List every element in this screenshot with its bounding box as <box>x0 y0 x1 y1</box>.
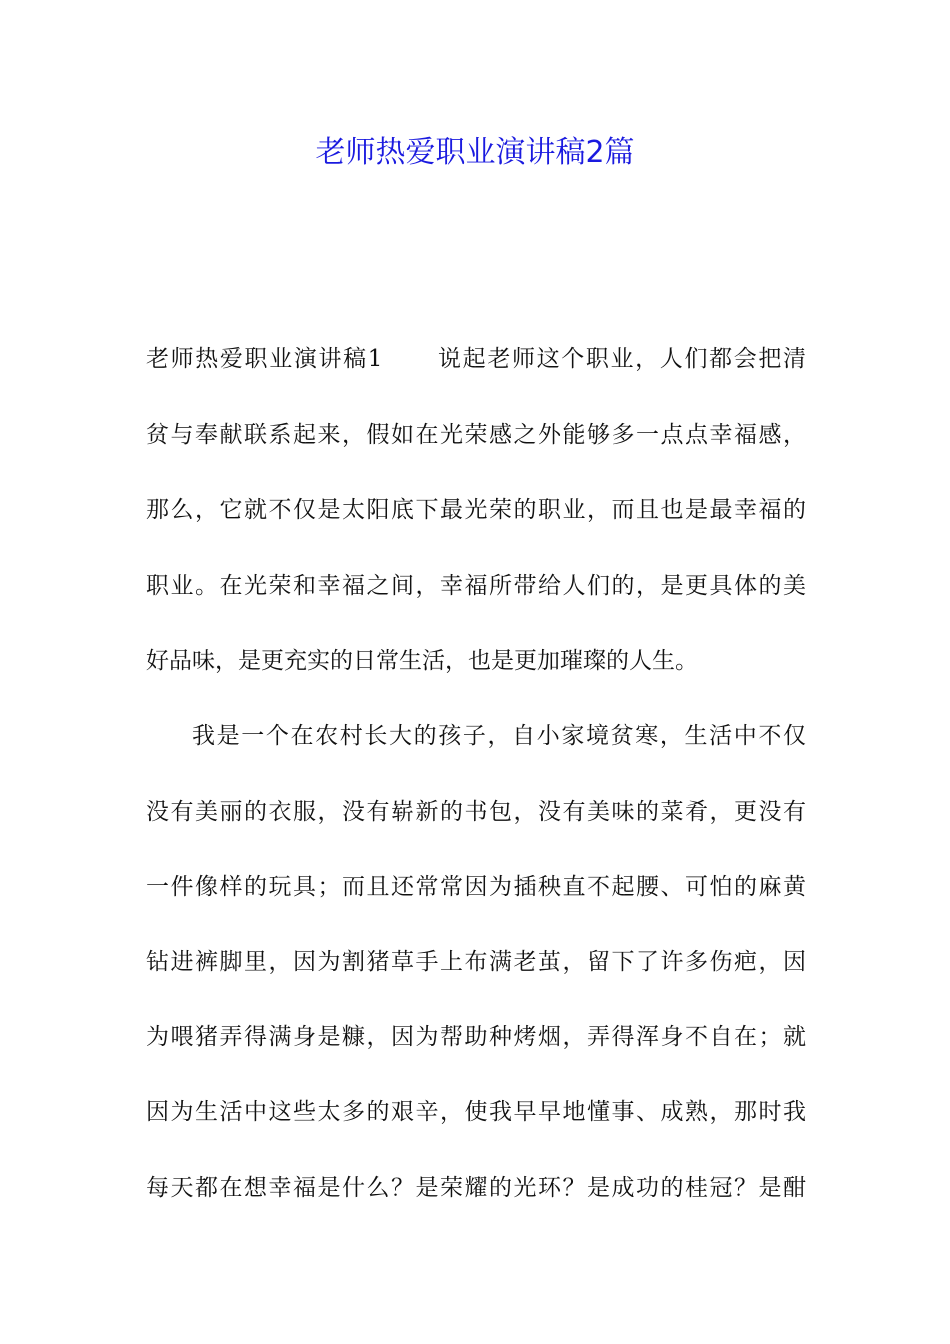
paragraph-line: 一件像样的玩具；而且还常常因为插秧直不起腰、可怕的麻黄 <box>146 874 806 900</box>
paragraph-line: 钻进裤脚里，因为割猪草手上布满老茧，留下了许多伤疤，因 <box>146 949 806 975</box>
document-title: 老师热爱职业演讲稿2篇 <box>315 135 635 170</box>
paragraph-text: 说起老师这个职业，人们都会把清 <box>436 346 807 372</box>
paragraph-line: 每天都在想幸福是什么？是荣耀的光环？是成功的桂冠？是酣 <box>146 1175 806 1201</box>
paragraph-line: 好品味，是更充实的日常生活，也是更加璀璨的人生。 <box>146 648 698 674</box>
paragraph-line: 那么，它就不仅是太阳底下最光荣的职业，而且也是最幸福的 <box>146 497 806 523</box>
paragraph-line: 职业。在光荣和幸福之间，幸福所带给人们的，是更具体的美 <box>146 573 806 599</box>
paragraph-line: 为喂猪弄得满身是糠，因为帮助种烤烟，弄得浑身不自在；就 <box>146 1024 806 1050</box>
section-heading: 老师热爱职业演讲稿1 <box>146 346 383 372</box>
paragraph-line: 没有美丽的衣服，没有崭新的书包，没有美味的菜肴，更没有 <box>146 799 806 825</box>
paragraph-line: 我是一个在农村长大的孩子，自小家境贫寒，生活中不仅 <box>192 723 806 749</box>
paragraph-line: 因为生活中这些太多的艰辛，使我早早地懂事、成熟，那时我 <box>146 1099 806 1125</box>
paragraph-line <box>146 343 806 375</box>
paragraph-line: 贫与奉献联系起来，假如在光荣感之外能够多一点点幸福感， <box>146 422 806 448</box>
